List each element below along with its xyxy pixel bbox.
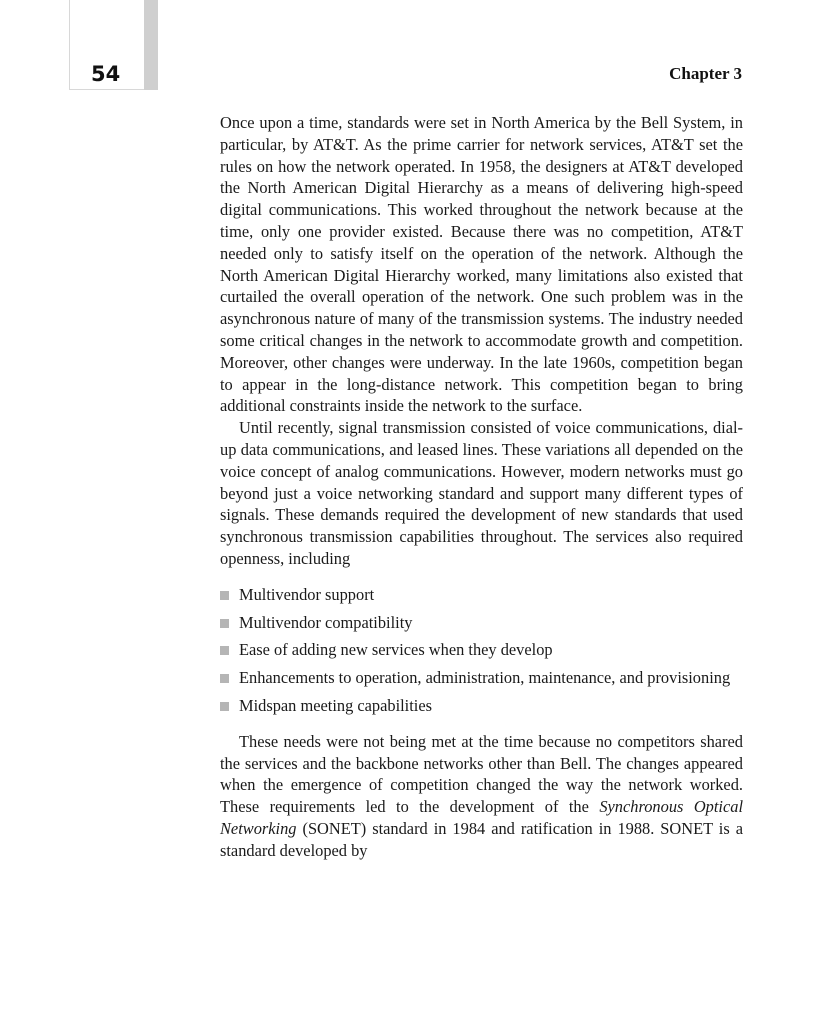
list-item: [220, 695, 743, 717]
list-item-text: Multivendor support: [239, 584, 375, 604]
list-item: [220, 612, 743, 634]
list-item: [220, 584, 743, 606]
page-number: 54: [91, 62, 121, 86]
list-item: [220, 639, 743, 661]
chapter-label: Chapter 3: [669, 64, 742, 83]
body-text: [220, 112, 743, 862]
sonet-text-after: (SONET) standard in 1984 and ratification in 1988. SONET is a standard developed by: [220, 818, 743, 860]
square-bullet-icon: [220, 619, 229, 628]
requirements-list: [220, 584, 743, 717]
list-item-text: Multivendor compatibility: [239, 612, 413, 632]
sonet-term: Synchronous Optical Networking: [220, 797, 743, 838]
square-bullet-icon: [220, 591, 229, 600]
page-tab-bar: [144, 0, 158, 90]
list-item-text: Ease of adding new services when they develop: [239, 640, 553, 660]
paragraph-signal-transmission: Until recently, signal transmission consisted of voice communications, dial-up data communications, and leased lines. These variations all depended on the voice concept of analog communications. However, modern networks must go beyond just a voice networking standard and support many different types of signals. These demands required the development of new standards that used synchronous transmission capabilities throughout. The services also required openness, including: [220, 418, 743, 568]
paragraph-sonet: [220, 731, 743, 862]
square-bullet-icon: [220, 674, 229, 683]
list-item: [220, 667, 743, 689]
list-item-text: Enhancements to operation, administration, maintenance, and provisioning: [239, 668, 731, 688]
list-item-text: Midspan meeting capabilities: [239, 695, 432, 715]
square-bullet-icon: [220, 646, 229, 655]
paragraph-intro: Once upon a time, standards were set in North America by the Bell System, in particular, by AT&T. As the prime carrier for network services, AT&T set the rules on how the network operated. In 1958, the designers at AT&T developed the North American Digital Hierarchy as a means of delivering high-speed digital communications. This worked throughout the network because at the time, only one provider existed. Because there was no competition, AT&T needed only to satisfy itself on the operation of the network. Although the North American Digital Hierarchy worked, many limitations also existed that curtailed the overall operation of the network. One such problem was in the asynchronous nature of many of the transmission systems. The industry needed some critical changes in the network to accommodate growth and competition. Moreover, other changes were underway. In the late 1960s, competition began to appear in the long-distance network. This competition began to bring additional constraints inside the network to the surface.: [220, 113, 743, 416]
square-bullet-icon: [220, 702, 229, 711]
sonet-text-before: These needs were not being met at the time because no competitors shared the services and the backbone networks other than Bell. The changes appeared when the emergence of competition changed the way the network worked. These requirements led to the development of the: [220, 731, 743, 817]
